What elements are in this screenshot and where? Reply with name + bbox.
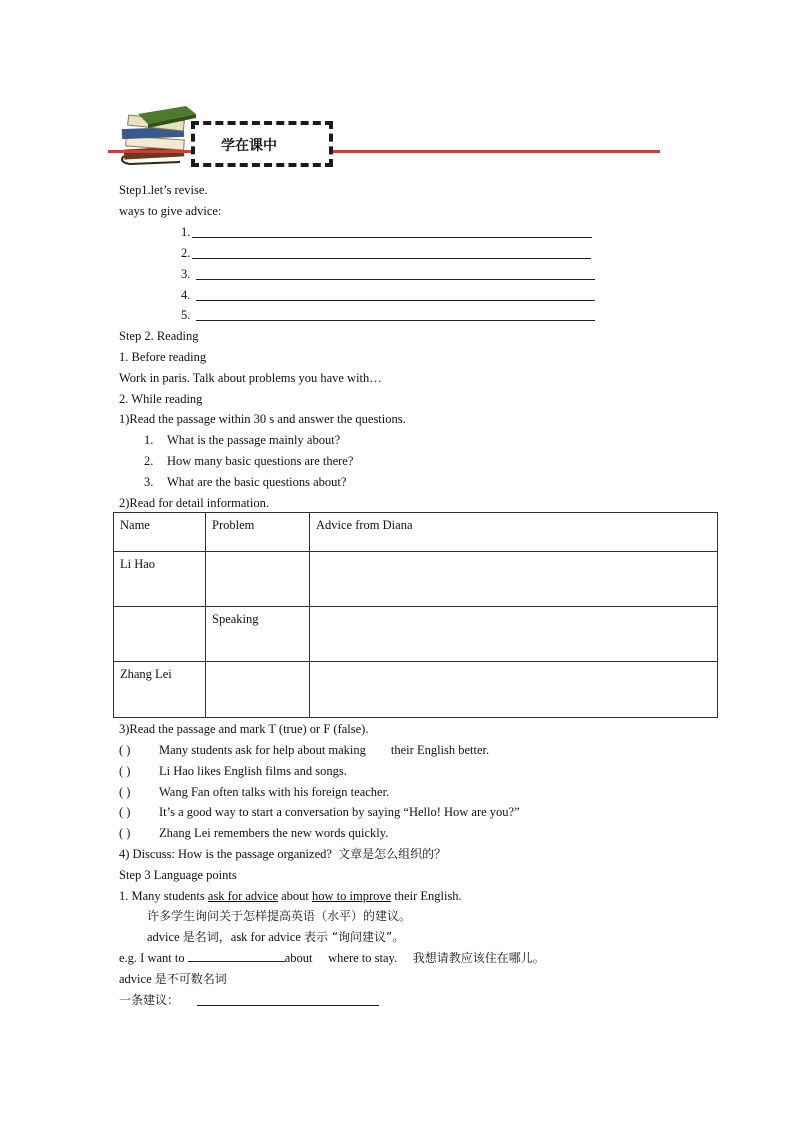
table-header-cell: Problem [206, 513, 310, 552]
table-cell: Li Hao [114, 552, 206, 607]
advice-item-1-label: 1. [181, 225, 191, 239]
note-meaning: 表示 “询问建议”。 [304, 930, 405, 944]
question-3-number: 3. [144, 475, 154, 489]
table-cell[interactable] [114, 607, 206, 662]
tf-item-3-text: Wang Fan often talks with his foreign teacher. [159, 785, 390, 799]
point1-suffix: their English. [391, 889, 462, 903]
point1-underline-1: ask for advice [207, 889, 278, 903]
question-2-number: 2. [144, 454, 154, 468]
banner-title: 学在课中 [221, 138, 277, 154]
step1-title: Step1.let’s revise. [119, 183, 208, 197]
table-header-row [114, 513, 718, 552]
point1-sentence [119, 888, 462, 904]
table-row [114, 552, 718, 607]
tf-item-1-text: Many students ask for help about making their English better. [159, 743, 490, 757]
advice-item-3-label: 3. [181, 267, 191, 281]
tf-item-4-text: It’s a good way to start a conversation by saying “Hello! How are you?” [159, 805, 520, 819]
question-2-text: How many basic questions are there? [167, 454, 354, 468]
point1-translation: 许多学生询问关于怎样提高英语（水平）的建议。 [147, 909, 412, 923]
task4-question: 4) Discuss: How is the passage organized? [119, 847, 339, 861]
task4-question-cn: 文章是怎么组织的？ [338, 847, 447, 861]
while-reading-heading: 2. While reading [119, 392, 203, 406]
advice-item-5-blank[interactable] [196, 320, 595, 321]
tf-item-5-paren[interactable]: ( ) [119, 826, 131, 840]
uncountable-text: 是不可数名词 [154, 972, 227, 986]
tf-item-4-paren[interactable]: ( ) [119, 805, 131, 819]
table-cell: Zhang Lei [114, 662, 206, 718]
table-cell[interactable] [206, 662, 310, 718]
example-cn: 我想请教应该住在哪儿。 [412, 951, 545, 965]
table-row [114, 607, 718, 662]
advice-item-1-blank[interactable] [192, 237, 592, 238]
point1-mid: about [278, 889, 313, 903]
uncountable-advice: advice [119, 972, 155, 986]
task2-instruction: 2)Read for detail information. [119, 496, 269, 510]
advice-item-4-blank[interactable] [196, 300, 595, 301]
task1-instruction: 1)Read the passage within 30 s and answer the questions. [119, 412, 406, 426]
advice-item-5-label: 5. [181, 308, 191, 322]
point1-prefix: 1. Many students [119, 889, 208, 903]
note-phrase: ask for advice [230, 930, 304, 944]
step3-title: Step 3 Language points [119, 868, 237, 882]
example-prefix: e.g. I want to [119, 951, 188, 965]
one-advice-label: 一条建议： [119, 993, 180, 1007]
note-noun: 是名词， [182, 930, 231, 944]
note-advice: advice [147, 930, 183, 944]
uncountable-note [119, 971, 227, 987]
question-1-number: 1. [144, 433, 154, 447]
point1-underline-2: how to improve [312, 889, 392, 903]
task3-instruction: 3)Read the passage and mark T (true) or F (false). [119, 722, 369, 736]
one-advice-blank[interactable] [197, 1005, 379, 1006]
before-reading-heading: 1. Before reading [119, 350, 207, 364]
tf-item-3-paren[interactable]: ( ) [119, 785, 131, 799]
step1-subtitle: ways to give advice: [119, 204, 222, 218]
tf-item-2-paren[interactable]: ( ) [119, 764, 131, 778]
table-cell[interactable] [310, 552, 718, 607]
example-line [119, 950, 545, 966]
table-header-cell: Advice from Diana [310, 513, 718, 552]
tf-item-1-paren[interactable]: ( ) [119, 743, 131, 757]
books-icon [118, 104, 198, 166]
advice-note [147, 929, 404, 945]
question-1-text: What is the passage mainly about? [167, 433, 341, 447]
section-banner [191, 121, 333, 167]
tf-item-5-text: Zhang Lei remembers the new words quickly. [159, 826, 389, 840]
question-3-text: What are the basic questions about? [167, 475, 347, 489]
before-reading-text: Work in paris. Talk about problems you have with… [119, 371, 382, 385]
task4-line [119, 846, 446, 862]
advice-item-2-label: 2. [181, 246, 191, 260]
table-header-cell: Name [114, 513, 206, 552]
example-blank[interactable] [188, 950, 285, 962]
table-cell: Speaking [206, 607, 310, 662]
tf-item-2-text: Li Hao likes English films and songs. [159, 764, 347, 778]
table-row [114, 662, 718, 718]
detail-table [113, 512, 718, 718]
step2-title: Step 2. Reading [119, 329, 199, 343]
example-mid: about where to stay. [284, 951, 413, 965]
advice-item-4-label: 4. [181, 288, 191, 302]
advice-item-3-blank[interactable] [196, 279, 595, 280]
table-cell[interactable] [310, 607, 718, 662]
advice-item-2-blank[interactable] [192, 258, 591, 259]
table-cell[interactable] [206, 552, 310, 607]
table-cell[interactable] [310, 662, 718, 718]
